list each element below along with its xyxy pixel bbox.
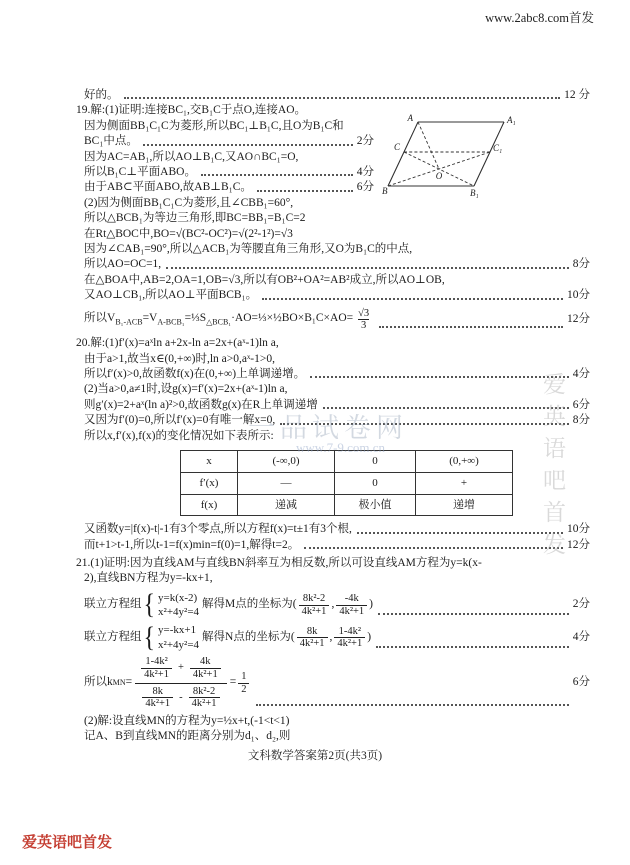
fraction (238, 671, 249, 696)
score-label: 12分 (567, 538, 590, 551)
dotted-leader (376, 646, 569, 648)
table-cell: 极小值 (335, 494, 416, 516)
score-label: 6分 (356, 181, 374, 194)
score-label: 8分 (572, 414, 590, 427)
line-text: 由于AB⊂平面ABO,故AB⊥B₁C。 (84, 181, 252, 194)
variation-table (180, 450, 513, 516)
dotted-leader (262, 298, 563, 300)
line-text: 记A、B到直线MN的距离分别为d₁、d₂,则 (84, 730, 291, 743)
score-label: 2分 (572, 598, 590, 611)
table-cell: 递增 (416, 494, 513, 516)
text-line (84, 119, 374, 134)
line-text: 所以B₁C⊥平面ABO。 (84, 166, 196, 179)
dotted-leader (304, 547, 563, 549)
compound-fraction (134, 656, 228, 710)
score-label: 10分 (567, 289, 590, 302)
text-line (76, 336, 590, 351)
text-line (84, 88, 590, 103)
fraction (299, 593, 330, 618)
text-line (84, 196, 590, 211)
text-line (84, 382, 590, 397)
text-line (84, 165, 374, 180)
fraction-denominator: 4k²+1 (299, 605, 330, 618)
text-line (84, 180, 374, 195)
text-fragment: ) (369, 598, 373, 611)
text-line (84, 522, 590, 537)
line-text: (2)解:设直线MN的方程为y=½x+t,(-1<t<1) (84, 715, 290, 728)
text-fragment: =⅓S (184, 312, 207, 325)
text-fragment: 所以V (84, 312, 116, 325)
fraction-numerator: 8k (306, 625, 318, 637)
score-label: 10分 (567, 523, 590, 536)
text-line (84, 242, 590, 257)
fraction (355, 308, 372, 333)
table-row (181, 494, 513, 516)
table-cell: — (238, 472, 335, 494)
fraction-denominator: 4k²+1 (142, 697, 173, 710)
header-site-url: www.2abc8.com首发 (485, 11, 594, 25)
fraction-denominator: 4k²+1 (334, 637, 365, 650)
text-line (84, 352, 590, 367)
fraction-numerator: 8k (152, 685, 163, 697)
line-text: 2),直线BN方程为y=-kx+1, (84, 572, 213, 585)
subscript: A-BCB₁ (157, 317, 185, 327)
vertex-label-b1: B₁ (470, 188, 479, 198)
dotted-leader (143, 144, 353, 146)
line-text: 19.解:(1)证明:连接BC₁,交B₁C于点O,连接AO。 (76, 104, 307, 117)
line-text: 所以x,f′(x),f(x)的变化情况如下表所示: (84, 429, 274, 442)
text-line (84, 211, 590, 226)
watermark-center: 一品试卷网 (248, 413, 408, 443)
line-text: 在△BOA中,AB=2,OA=1,OB=√3,所以有OB²+OA²=AB²成立,所以AO⊥OB, (84, 273, 445, 286)
line-text: 又函数y=|f(x)-t|-1有3个零点,所以方程f(x)=t±1有3个根, (84, 523, 352, 536)
line-text: 因为侧面BB₁C₁C为菱形,所以BC₁⊥B₁C,且O为B₁C和 (84, 119, 344, 132)
fraction (190, 656, 221, 681)
line-text: 则g′(x)=2+aˣ(ln a)²>0,故函数g(x)在R上单调递增 (84, 398, 318, 411)
dotted-leader (357, 532, 563, 534)
text-line (84, 367, 590, 382)
subscript: △BCB₁ (206, 317, 232, 327)
equation: x²+4y²=4 (158, 638, 200, 651)
score-label: 4分 (356, 166, 374, 179)
vertex-label-b: B (382, 186, 388, 196)
dotted-leader (124, 97, 561, 99)
equation-cases (158, 591, 199, 620)
dotted-leader (201, 174, 353, 176)
text-fragment: 解得N点的坐标为( (202, 631, 295, 644)
table-row (181, 451, 513, 473)
text-line (84, 134, 374, 149)
equation-system-m (84, 591, 590, 620)
text-line (84, 227, 590, 242)
text-line (84, 257, 590, 272)
line-text: (2)当a>0,a≠1时,设g(x)=f′(x)=2x+(aˣ-1)ln a, (84, 383, 288, 396)
fraction (189, 686, 220, 711)
text-fragment: , (329, 631, 333, 644)
volume-formula-line (84, 308, 590, 333)
text-line (84, 538, 590, 553)
vertex-label-a1: A₁ (507, 115, 516, 125)
table-cell: 0 (335, 451, 416, 473)
text-fragment: ·AO=⅓×½BO×B₁C×AO= (231, 312, 354, 325)
dotted-leader (166, 267, 569, 269)
brace-symbol: { (143, 622, 156, 654)
score-label: 6分 (572, 398, 590, 411)
fraction (142, 686, 173, 711)
fraction-numerator: 8k²-2 (302, 592, 326, 604)
text-line (76, 556, 590, 571)
brace-symbol: { (143, 589, 156, 621)
dotted-leader (280, 423, 569, 425)
watermark-right-vertical: 爱英语吧首发 (540, 372, 565, 564)
line-text: 在Rt△BOC中,BO=√(BC²-OC²)=√(2²-1²)=√3 (84, 227, 293, 240)
equation: y=k(x-2) (158, 591, 198, 604)
slope-kmn-line (84, 656, 590, 710)
operator: + (177, 662, 184, 674)
text-fragment: 联立方程组 (84, 631, 142, 644)
text-fragment: , (331, 598, 335, 611)
fraction-denominator: 4k²+1 (297, 637, 328, 650)
line-text: 20.解:(1)f′(x)=aˣln a+2x-ln a=2x+(aˣ-1)ln a, (76, 337, 279, 350)
fraction-denominator: 4k²+1 (189, 697, 220, 710)
text-line (84, 398, 590, 413)
equation: y=-kx+1 (158, 624, 197, 637)
line-text: 所以f′(x)>0,故函数f(x)在(0,+∞)上单调递增。 (84, 368, 306, 380)
fraction-numerator: -4k (344, 592, 359, 604)
fraction-denominator: 2 (238, 683, 249, 696)
line-text: 所以△BCB₁为等边三角形,即BC=BB₁=B₁C=2 (84, 212, 306, 225)
line-text: 21.(1)证明:因为直线AM与直线BN斜率互为相反数,所以可设直线AM方程为y=k(x- (76, 557, 482, 570)
line-text (84, 311, 353, 328)
vertex-label-c: C (393, 142, 400, 152)
table-cell: (0,+∞) (416, 451, 513, 473)
score-label: 2分 (356, 135, 374, 148)
dotted-leader (256, 704, 568, 706)
text-line (84, 729, 590, 744)
table-cell: (-∞,0) (238, 451, 335, 473)
text-line (84, 288, 590, 303)
fraction (334, 626, 365, 651)
fraction-numerator: 1-4k² (145, 656, 168, 668)
fraction-denominator: 4k²+1 (336, 605, 367, 618)
vertex-label-c1: C₁ (493, 143, 503, 153)
line-text: 好的。 (84, 89, 119, 101)
solution-body (76, 88, 590, 745)
vertex-label-o: O (435, 171, 443, 181)
fraction-denominator: 4k²+1 (190, 668, 221, 681)
equation-system-n (84, 623, 590, 652)
text-fragment: ) (367, 631, 372, 644)
score-label: 12分 (567, 313, 590, 326)
dotted-leader (378, 613, 569, 615)
equation: x²+4y²=4 (158, 606, 200, 619)
line-text: 而t+1>t-1,所以t-1=f(x)min=f(0)=1,解得t=2。 (84, 538, 300, 551)
operator: - (179, 691, 183, 703)
dotted-leader (323, 407, 569, 409)
table-cell: + (416, 472, 513, 494)
line-text: 因为AC=AB₁,所以AO⊥B₁C,又AO∩BC₁=O, (84, 150, 299, 163)
line-text: 由于a>1,故当x∈(0,+∞)时,ln a>0,aˣ-1>0, (84, 352, 275, 365)
text-fragment: 解得M点的坐标为( (202, 598, 297, 611)
text-line (84, 413, 590, 428)
text-fragment: =V (142, 312, 158, 325)
score-label: 12 分 (564, 89, 590, 101)
watermark-center-url: www.7-9.com.cn (296, 440, 386, 455)
text-line (84, 429, 590, 444)
fraction-numerator: 4k (200, 656, 211, 668)
table-cell: x (181, 451, 238, 473)
text-fragment: = (125, 676, 133, 689)
fraction-numerator: √3 (358, 307, 370, 319)
text-line (84, 714, 590, 729)
table-cell: f′(x) (181, 472, 238, 494)
line-text: 又因为f′(0)=0,所以f′(x)=0有唯一解x=0, (84, 414, 276, 427)
score-label: 8分 (572, 258, 590, 271)
score-label: 4分 (572, 368, 590, 380)
text-fragment: 联立方程组 (84, 598, 142, 611)
fraction-numerator: 1 (241, 670, 247, 682)
line-text: BC₁中点。 (84, 135, 138, 148)
table-row (181, 472, 513, 494)
watermark-bottom-left: 爱英语吧首发 (22, 835, 113, 851)
dotted-leader (310, 376, 569, 378)
dotted-leader (257, 190, 353, 192)
score-label: 6分 (572, 676, 590, 689)
compound-numerator (134, 656, 228, 683)
line-text: 因为∠CAB₁=90°,所以△ACB₁为等腰直角三角形,又O为B₁C的中点, (84, 243, 413, 256)
page-footer: 文科数学答案第2页(共3页) (247, 750, 383, 762)
table-cell: 递减 (238, 494, 335, 516)
line-text: (2)因为侧面BB₁C₁C为菱形,且∠CBB₁=60°, (84, 196, 294, 209)
dotted-leader (379, 326, 563, 328)
fraction-denominator: 3 (358, 319, 369, 332)
fraction (297, 626, 328, 651)
text-fragment: 所以k (84, 676, 113, 689)
score-label: 4分 (572, 631, 590, 644)
text-line (84, 150, 374, 165)
line-text: 又AO⊥CB₁,所以AO⊥平面BCB₁。 (84, 289, 258, 302)
fraction-numerator: 8k²-2 (192, 685, 216, 697)
fraction (141, 656, 172, 681)
text-line (76, 103, 590, 118)
subscript: MN (112, 677, 126, 687)
fraction-denominator: 4k²+1 (141, 668, 172, 681)
text-fragment: = (229, 676, 237, 689)
text-line (84, 273, 590, 288)
table-cell: 0 (335, 472, 416, 494)
line-text: 所以AO=OC=1, (84, 258, 162, 271)
compound-denominator (135, 683, 226, 711)
subscript: B₁-ACB (115, 317, 143, 327)
equation-cases (158, 623, 199, 652)
fraction-numerator: 1-4k² (338, 625, 361, 637)
text-line (84, 571, 590, 586)
vertex-label-a: A (407, 113, 413, 123)
table-cell: f(x) (181, 494, 238, 516)
fraction (336, 593, 367, 618)
